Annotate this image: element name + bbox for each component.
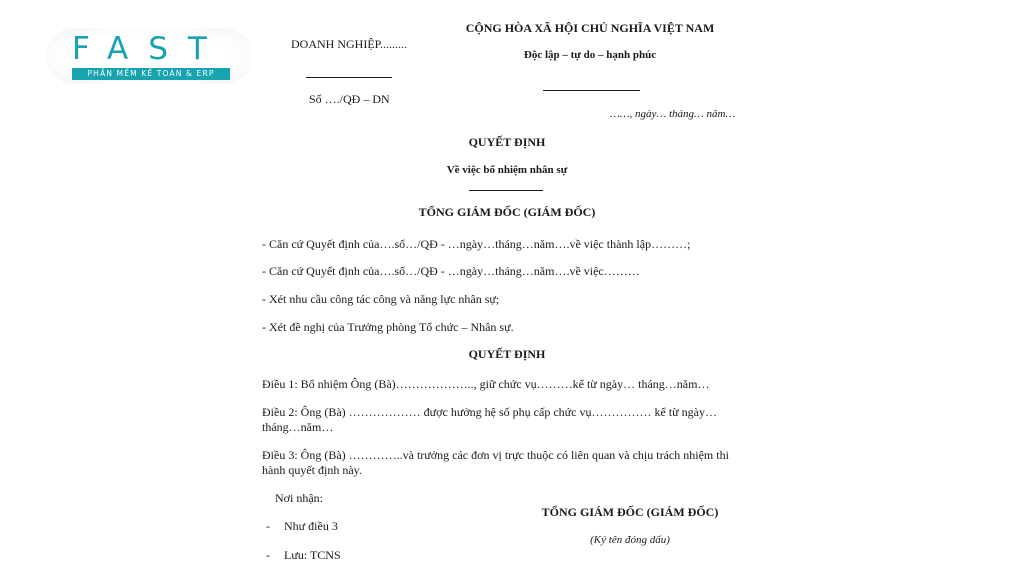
article-2-line-1: Điều 2: Ông (Bà) ……………… được hưởng hệ số phụ cấp chức vụ…………… kể từ ngày…: [262, 405, 717, 419]
article-3-line-2: hành quyết định này.: [262, 463, 362, 477]
company-underline: [306, 77, 392, 78]
recipient-bullet: -: [266, 548, 270, 562]
motto: Độc lập – tự do – hạnh phúc: [523, 49, 657, 61]
article-3-line-1: Điều 3: Ông (Bà) …………..và trưởng các đơn vị trực thuộc có liên quan và chịu trách nhiệm thi: [262, 448, 729, 462]
document-title: QUYẾT ĐỊNH: [468, 135, 546, 149]
article-1: Điều 1: Bổ nhiệm Ông (Bà)……………….., giữ chức vụ………kể từ ngày… tháng…năm…: [262, 377, 710, 391]
nation-title: CỘNG HÒA XÃ HỘI CHỦ NGHĨA VIỆT NAM: [465, 21, 715, 35]
recipient-item: Lưu: TCNS: [284, 548, 341, 562]
logo-brand: FAST: [72, 31, 227, 67]
basis-3: - Xét nhu cầu công tác công và năng lực nhân sự;: [262, 292, 500, 306]
logo-tagline-bar: [72, 68, 230, 80]
date-line: ……, ngày… tháng… năm…: [610, 108, 736, 120]
recipient-item: Như điều 3: [284, 519, 338, 533]
basis-2: - Căn cứ Quyết định của….số…/QĐ - …ngày…tháng…năm….về việc………: [262, 264, 640, 278]
recipients-label: Nơi nhận:: [275, 491, 324, 505]
article-2-line-2: tháng…năm…: [262, 420, 334, 434]
basis-4: - Xét đề nghị của Trưởng phòng Tổ chức – Nhân sự.: [262, 320, 514, 334]
signature-note: (Ký tên đóng dấu): [590, 534, 670, 546]
logo-tagline: PHẦN MỀM KẾ TOÁN & ERP: [87, 69, 215, 78]
fast-logo: [46, 28, 252, 84]
subject-underline: [469, 190, 543, 191]
document-subject: Về việc bổ nhiệm nhân sự: [446, 164, 568, 176]
recipient-bullet: -: [266, 519, 270, 533]
signature-title: TỔNG GIÁM ĐỐC (GIÁM ĐỐC): [541, 505, 719, 519]
issuing-authority: TỔNG GIÁM ĐỐC (GIÁM ĐỐC): [418, 205, 596, 219]
document-number: Số …./QĐ – DN: [309, 92, 390, 106]
decision-heading: QUYẾT ĐỊNH: [468, 347, 546, 361]
motto-underline: [543, 90, 640, 91]
company-name: DOANH NGHIỆP.........: [291, 37, 407, 51]
basis-1: - Căn cứ Quyết định của….số…/QĐ - …ngày…tháng…năm….về việc thành lập………;: [262, 237, 691, 251]
